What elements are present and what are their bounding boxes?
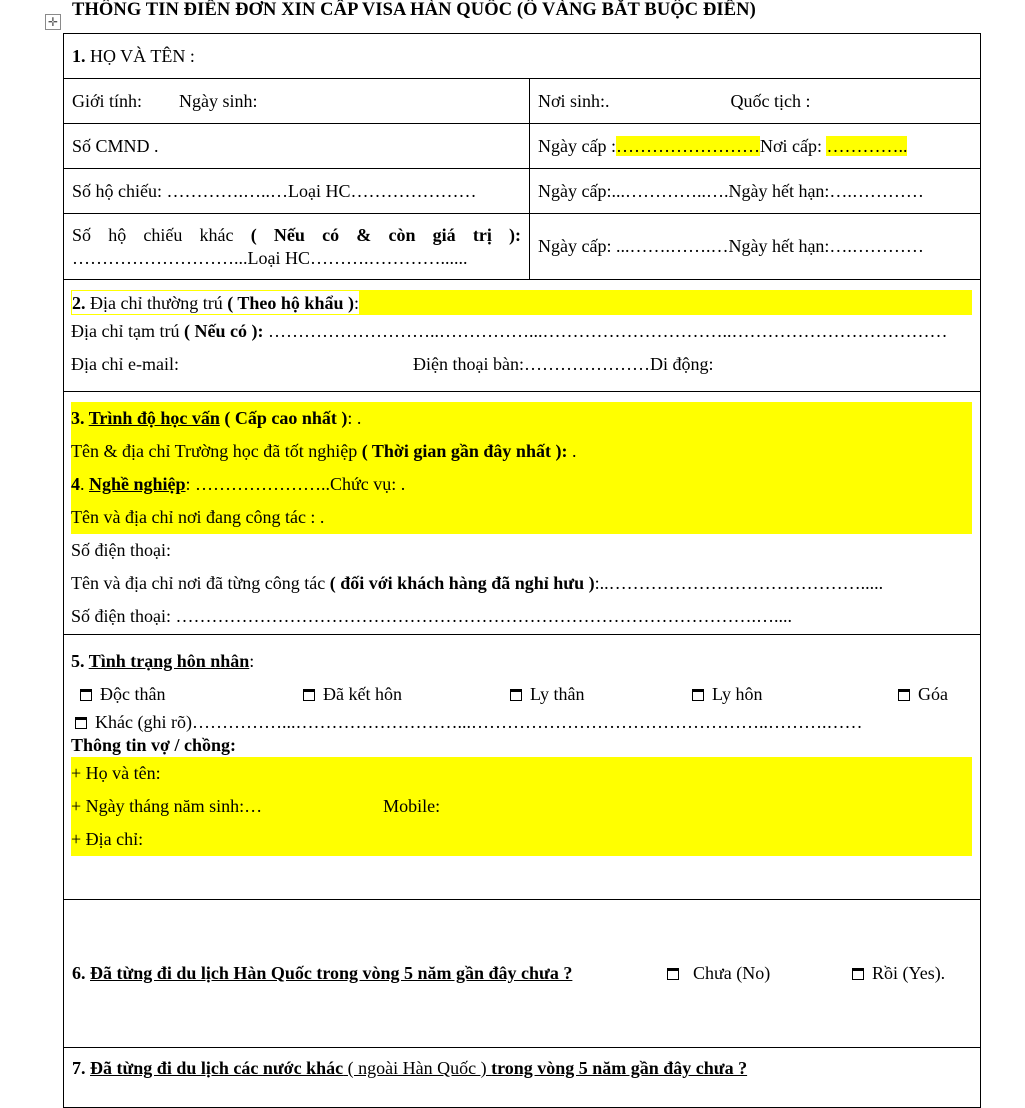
option-married-label: Đã kết hôn bbox=[323, 684, 402, 704]
permanent-address-colon: : bbox=[353, 293, 359, 313]
full-name-label: HỌ VÀ TÊN : bbox=[90, 45, 195, 66]
checkbox-icon[interactable] bbox=[510, 689, 522, 701]
school-value[interactable]: . bbox=[567, 441, 577, 461]
birthplace-nationality-cell[interactable] bbox=[530, 79, 981, 124]
spouse-dob-label[interactable]: + Ngày tháng năm sinh:… bbox=[71, 796, 263, 816]
option-single[interactable] bbox=[80, 678, 165, 711]
job-label: Nghề nghiệp bbox=[89, 474, 186, 494]
past-work-dots: :..……………………………………..... bbox=[594, 573, 884, 593]
option-no[interactable] bbox=[667, 957, 770, 990]
row-other-passport bbox=[64, 214, 981, 280]
school-line bbox=[71, 435, 972, 468]
marital-colon: : bbox=[249, 651, 255, 671]
section-4-number: 4 bbox=[71, 474, 80, 494]
past-work-note: ( đối với khách hàng đã nghỉ hưu ) bbox=[329, 573, 595, 593]
checkbox-icon[interactable] bbox=[75, 717, 87, 729]
row-other-travel bbox=[64, 1048, 981, 1108]
permanent-address-label: Địa chỉ thường trú bbox=[85, 293, 228, 313]
other-travel-question-1: Đã từng đi du lịch các nước khác bbox=[90, 1058, 344, 1078]
permanent-address-line bbox=[71, 290, 972, 315]
other-passport-type-label: ………………………...Loại HC……….…………...... bbox=[72, 247, 468, 268]
korea-travel-line bbox=[72, 957, 972, 990]
option-single-label: Độc thân bbox=[100, 684, 166, 704]
temp-address-label: Địa chỉ tạm trú bbox=[71, 321, 184, 341]
checkbox-icon[interactable] bbox=[80, 689, 92, 701]
checkbox-icon[interactable] bbox=[303, 689, 315, 701]
education-value[interactable]: : . bbox=[347, 408, 362, 428]
past-work-line bbox=[71, 567, 972, 600]
marital-title-line bbox=[71, 645, 972, 678]
section-2-number: 2. bbox=[72, 293, 86, 313]
past-phone-line bbox=[71, 600, 972, 633]
option-divorced-label: Ly hôn bbox=[712, 684, 763, 704]
korea-travel-question: Đã từng đi du lịch Hàn Quốc trong vòng 5 năm gần đây chưa ? bbox=[90, 963, 573, 983]
education-note: ( Cấp cao nhất ) bbox=[219, 408, 348, 428]
other-travel-cell[interactable] bbox=[64, 1048, 981, 1108]
option-divorced[interactable] bbox=[692, 678, 763, 711]
section-6-number: 6. bbox=[72, 963, 90, 983]
education-job-cell[interactable] bbox=[64, 392, 981, 635]
email-label: Địa chỉ e-mail: bbox=[71, 354, 179, 374]
row-passport bbox=[64, 169, 981, 214]
option-separated[interactable] bbox=[510, 678, 585, 711]
section-4-dot: . bbox=[80, 474, 89, 494]
row-gender-birth bbox=[64, 79, 981, 124]
row-full-name bbox=[64, 34, 981, 79]
checkbox-icon[interactable] bbox=[667, 968, 679, 980]
option-no-label: Chưa (No) bbox=[693, 963, 771, 983]
id-issue-cell[interactable] bbox=[530, 124, 981, 169]
checkbox-icon[interactable] bbox=[692, 689, 704, 701]
option-separated-label: Ly thân bbox=[530, 684, 585, 704]
option-widowed[interactable] bbox=[898, 678, 948, 711]
id-issue-place-field[interactable]: ………….. bbox=[826, 135, 908, 156]
spouse-dob-line bbox=[71, 790, 972, 823]
dob-label: Ngày sinh: bbox=[179, 90, 258, 111]
education-label: Trình độ học vấn bbox=[88, 408, 220, 428]
job-line bbox=[71, 468, 972, 501]
education-job-highlight bbox=[71, 402, 972, 534]
temp-address-dots: ………………………..……………...…………………………..……………………………… bbox=[263, 321, 948, 341]
row-id-card bbox=[64, 124, 981, 169]
section-5-number: 5. bbox=[71, 651, 89, 671]
passport-dates-label: Ngày cấp:...…………..….Ngày hết hạn:….………… bbox=[538, 180, 924, 201]
spouse-mobile-label[interactable]: Mobile: bbox=[383, 796, 441, 816]
other-passport-note: ( Nếu có & còn giá trị ): bbox=[250, 224, 522, 245]
school-label: Tên & địa chỉ Trường học đã tốt nghiệp bbox=[71, 441, 362, 461]
work-address-line bbox=[71, 501, 972, 534]
school-note: ( Thời gian gần đây nhất ): bbox=[361, 441, 568, 461]
option-yes[interactable] bbox=[852, 957, 945, 990]
job-position-label[interactable]: : …………………..Chức vụ: . bbox=[185, 474, 406, 494]
other-passport-dates-label: Ngày cấp: ...…….…….…Ngày hết hạn:….………… bbox=[538, 236, 924, 256]
spouse-name-line[interactable]: + Họ và tên: bbox=[71, 763, 161, 783]
temp-address-note: ( Nếu có ): bbox=[183, 321, 264, 341]
spouse-highlight bbox=[71, 757, 972, 856]
id-card-label: Số CMND . bbox=[72, 135, 159, 156]
past-work-label: Tên và địa chỉ nơi đã từng công tác bbox=[71, 573, 330, 593]
korea-travel-cell[interactable] bbox=[64, 900, 981, 1048]
passport-cell[interactable] bbox=[64, 169, 530, 214]
marital-other-line bbox=[71, 711, 972, 733]
option-widowed-label: Góa bbox=[918, 684, 948, 704]
birthplace-label: Nơi sinh:. bbox=[538, 90, 610, 111]
phone-label: Điện thoại bàn:…………………Di động: bbox=[412, 354, 714, 374]
work-phone-line bbox=[71, 534, 972, 567]
address-cell[interactable] bbox=[64, 280, 981, 392]
education-line bbox=[71, 402, 972, 435]
spouse-address-line[interactable]: + Địa chỉ: bbox=[71, 829, 144, 849]
marital-other-label: Khác (ghi rõ)……………...………………………...…………………………………………..……….…… bbox=[95, 712, 863, 732]
id-issue-date-label: Ngày cấp : bbox=[538, 135, 616, 156]
nationality-label: Quốc tịch : bbox=[730, 90, 811, 111]
spouse-title: Thông tin vợ / chồng: bbox=[71, 735, 237, 755]
section-7-number: 7. bbox=[72, 1058, 90, 1078]
section-3-number: 3. bbox=[71, 408, 89, 428]
checkbox-icon[interactable] bbox=[852, 968, 864, 980]
full-name-cell[interactable] bbox=[64, 34, 981, 79]
row-address bbox=[64, 280, 981, 392]
row-education-job bbox=[64, 392, 981, 635]
row-marital bbox=[64, 635, 981, 900]
passport-dates-cell[interactable] bbox=[530, 169, 981, 214]
past-phone-label: Số điện thoại: …………………………………………………………………………………….….... bbox=[71, 606, 792, 626]
id-issue-date-field[interactable]: …………………… bbox=[615, 135, 760, 156]
work-phone-label[interactable]: Số điện thoại: bbox=[71, 540, 171, 560]
visa-form-table bbox=[63, 33, 981, 1108]
contact-line bbox=[71, 348, 972, 381]
move-cross-icon[interactable]: ✛ bbox=[45, 14, 61, 30]
permanent-address-field[interactable] bbox=[359, 290, 972, 315]
other-passport-dates-cell[interactable] bbox=[530, 214, 981, 280]
marital-label: Tình trạng hôn nhân bbox=[88, 651, 250, 671]
section-1-number: 1. bbox=[72, 45, 86, 66]
gender-label: Giới tính: bbox=[72, 90, 143, 111]
passport-label: Số hộ chiếu: ………….…..…Loại HC………………… bbox=[72, 180, 477, 201]
marital-options bbox=[71, 678, 972, 711]
id-issue-place-label: Nơi cấp: bbox=[759, 135, 827, 156]
other-passport-label: Số hộ chiếu khác bbox=[72, 224, 251, 245]
id-card-cell[interactable] bbox=[64, 124, 530, 169]
gender-dob-cell[interactable] bbox=[64, 79, 530, 124]
other-travel-question-2: trong vòng 5 năm gần đây chưa ? bbox=[491, 1058, 748, 1078]
work-address-label[interactable]: Tên và địa chỉ nơi đang công tác : . bbox=[71, 507, 325, 527]
other-travel-paren: ( ngoài Hàn Quốc ) bbox=[343, 1058, 492, 1078]
other-passport-cell[interactable] bbox=[64, 214, 530, 280]
option-married[interactable] bbox=[303, 678, 402, 711]
row-korea-travel bbox=[64, 900, 981, 1048]
temp-address-line bbox=[71, 315, 972, 348]
checkbox-icon[interactable] bbox=[898, 689, 910, 701]
option-yes-label: Rồi (Yes). bbox=[872, 963, 946, 983]
permanent-address-note: ( Theo hộ khẩu ) bbox=[227, 293, 354, 313]
document-title: THÔNG TIN ĐIỀN ĐƠN XIN CẤP VISA HÀN QUỐC (Ô VÀNG BẮT BUỘC ĐIỀN) bbox=[72, 0, 756, 20]
marital-cell[interactable] bbox=[64, 635, 981, 900]
